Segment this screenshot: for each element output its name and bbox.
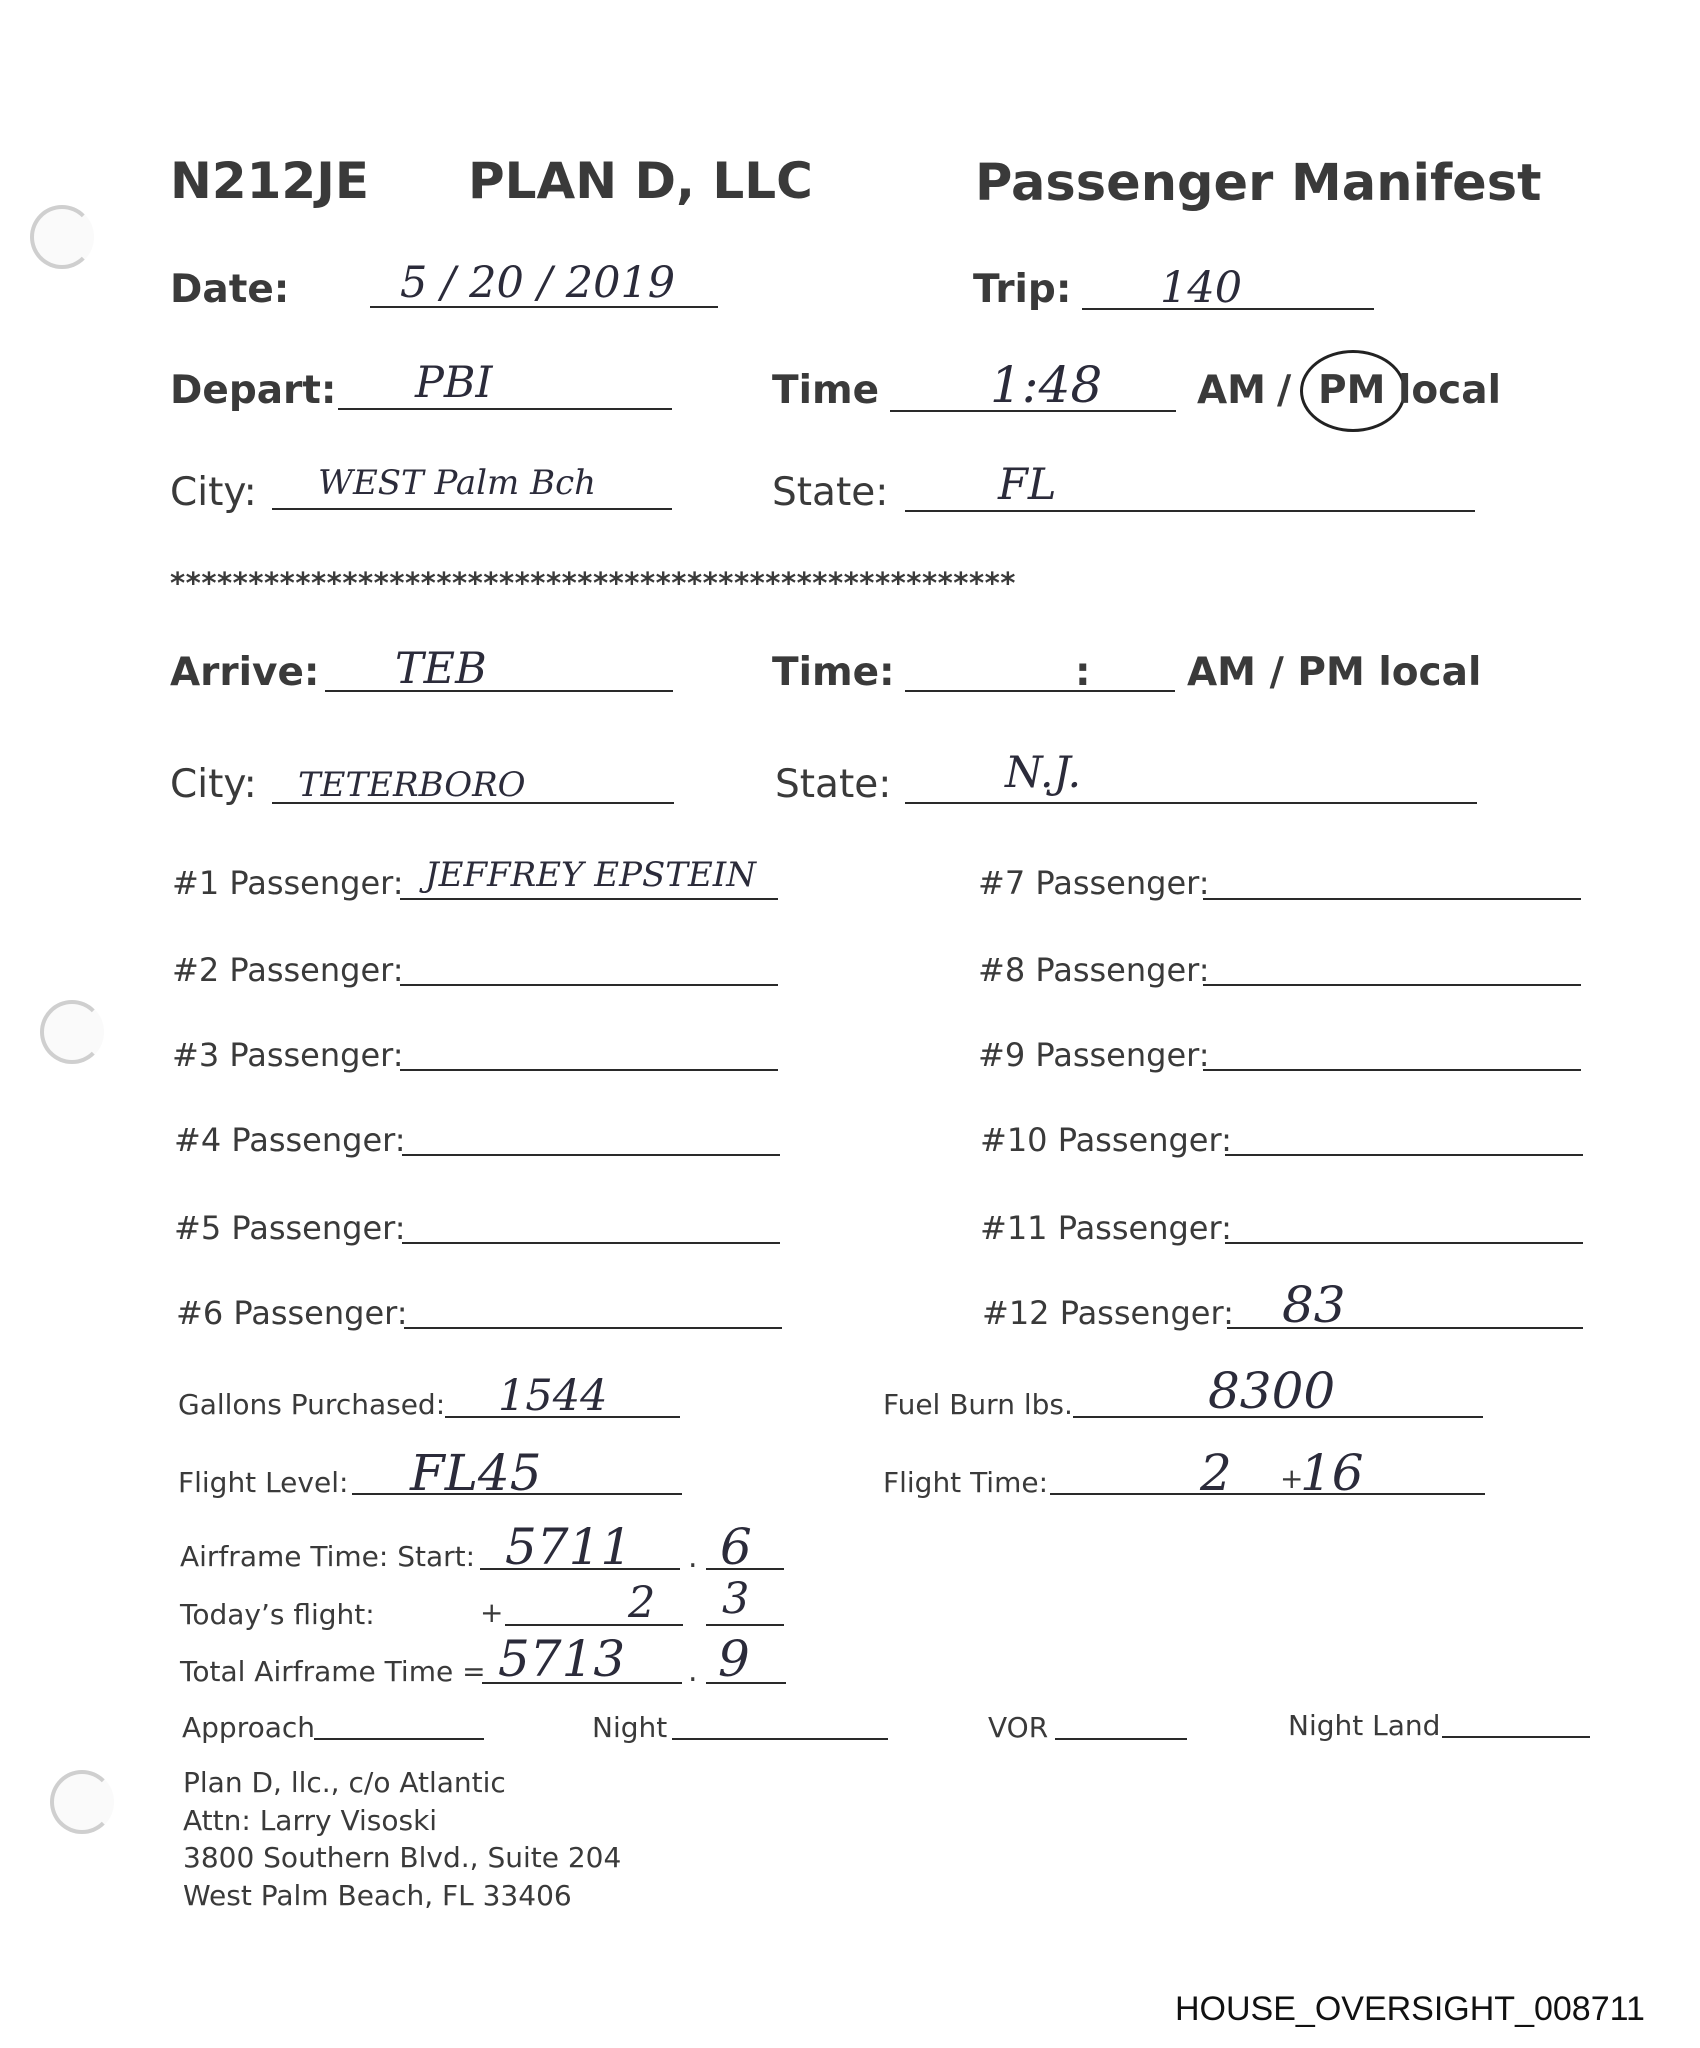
- passenger-1-label: #1 Passenger:: [172, 864, 404, 902]
- passenger-11-line: [1225, 1242, 1583, 1244]
- arrive-value: TEB: [395, 644, 487, 694]
- gallons-purchased-value: 1544: [498, 1371, 608, 1421]
- airframe-start-whole: 5711: [505, 1518, 633, 1576]
- passenger-12-line: [1227, 1327, 1583, 1329]
- pm-label: PM: [1318, 368, 1386, 413]
- gallons-purchased-label: Gallons Purchased:: [178, 1388, 446, 1421]
- passenger-1-line: [400, 898, 778, 900]
- passenger-4-line: [402, 1154, 780, 1156]
- passenger-10-label: #10 Passenger:: [980, 1121, 1232, 1159]
- depart-city-line: [272, 508, 672, 510]
- arrive-state-value: N.J.: [1005, 748, 1082, 798]
- depart-city-label: City:: [170, 470, 257, 515]
- airframe-start-tenth: 6: [720, 1518, 752, 1576]
- arrive-line: [325, 690, 673, 692]
- depart-state-label: State:: [772, 470, 889, 515]
- passenger-11-label: #11 Passenger:: [980, 1209, 1232, 1247]
- arrive-state-label: State:: [775, 762, 892, 807]
- passenger-3-label: #3 Passenger:: [172, 1036, 404, 1074]
- passenger-9-label: #9 Passenger:: [978, 1036, 1210, 1074]
- flight-time-line: [1050, 1493, 1485, 1495]
- passenger-5-label: #5 Passenger:: [174, 1209, 406, 1247]
- passenger-1-value: JEFFREY EPSTEIN: [425, 855, 756, 895]
- todays-flight-plus: +: [480, 1596, 504, 1629]
- depart-state-line: [905, 510, 1475, 512]
- binder-hole-top: [30, 205, 94, 269]
- arrive-time-colon: :: [1075, 650, 1091, 695]
- slash-label: /: [1277, 368, 1292, 413]
- arrive-label: Arrive:: [170, 650, 320, 695]
- time-label: Time: [772, 368, 880, 413]
- time-value: 1:48: [990, 356, 1103, 414]
- trip-value: 140: [1160, 263, 1243, 313]
- address-line-4: West Palm Beach, FL 33406: [183, 1879, 572, 1912]
- fuel-burn-value: 8300: [1208, 1362, 1336, 1420]
- flight-level-label: Flight Level:: [178, 1466, 349, 1499]
- passenger-12-label: #12 Passenger:: [982, 1294, 1234, 1332]
- depart-city-value: WEST Palm Bch: [318, 463, 597, 503]
- vor-line: [1055, 1738, 1187, 1740]
- arrive-state-line: [905, 802, 1477, 804]
- total-airframe-whole: 5713: [498, 1630, 626, 1688]
- airframe-start-dot: .: [688, 1540, 698, 1575]
- passenger-8-line: [1203, 984, 1581, 986]
- todays-flight-label: Today’s flight:: [180, 1598, 375, 1631]
- bates-number: HOUSE_OVERSIGHT_008711: [1175, 1990, 1645, 2028]
- night-land-line: [1442, 1736, 1590, 1738]
- address-line-3: 3800 Southern Blvd., Suite 204: [183, 1841, 622, 1874]
- passenger-6-line: [404, 1327, 782, 1329]
- arrive-city-label: City:: [170, 762, 257, 807]
- arrive-time-line: [905, 690, 1175, 692]
- binder-hole-middle: [40, 1000, 104, 1064]
- asterisk-separator: ******************************************************: [170, 566, 1016, 600]
- approach-line: [314, 1738, 484, 1740]
- local-label: local: [1398, 368, 1501, 413]
- vor-label: VOR: [988, 1711, 1049, 1744]
- total-airframe-tenth: 9: [718, 1630, 750, 1688]
- tail-number: N212JE: [170, 152, 369, 210]
- depart-value: PBI: [415, 358, 493, 408]
- flight-time-plus: +: [1280, 1462, 1304, 1495]
- passenger-7-label: #7 Passenger:: [978, 864, 1210, 902]
- fuel-burn-label: Fuel Burn lbs.: [883, 1388, 1073, 1421]
- address-line-2: Attn: Larry Visoski: [183, 1804, 438, 1837]
- trip-label: Trip:: [973, 267, 1072, 312]
- arrive-time-label: Time:: [772, 650, 895, 695]
- passenger-8-label: #8 Passenger:: [978, 951, 1210, 989]
- night-label: Night: [592, 1711, 668, 1744]
- passenger-10-line: [1225, 1154, 1583, 1156]
- total-airframe-dot: .: [688, 1654, 698, 1689]
- todays-flight-whole-line: [505, 1624, 683, 1626]
- todays-flight-tenth: 3: [722, 1574, 750, 1624]
- company-name: PLAN D, LLC: [468, 152, 813, 210]
- address-line-1: Plan D, llc., c/o Atlantic: [183, 1766, 506, 1799]
- flight-time-label: Flight Time:: [883, 1466, 1049, 1499]
- todays-flight-tenth-line: [706, 1624, 784, 1626]
- binder-hole-bottom: [50, 1770, 114, 1834]
- depart-line: [338, 408, 672, 410]
- arrive-city-value: TETERBORO: [298, 765, 526, 805]
- flight-time-minutes: 16: [1300, 1444, 1364, 1502]
- passenger-2-line: [400, 984, 778, 986]
- todays-flight-whole: 2: [628, 1578, 656, 1628]
- approach-label: Approach: [182, 1711, 316, 1744]
- arrive-ampm-label: AM / PM local: [1187, 650, 1482, 695]
- document-title: Passenger Manifest: [975, 154, 1542, 213]
- depart-label: Depart:: [170, 368, 337, 413]
- date-value: 5 / 20 / 2019: [400, 258, 676, 308]
- night-land-label: Night Land: [1288, 1709, 1441, 1742]
- date-label: Date:: [170, 267, 290, 312]
- flight-level-value: FL45: [410, 1444, 542, 1502]
- flight-time-hours: 2: [1200, 1444, 1232, 1502]
- passenger-6-label: #6 Passenger:: [176, 1294, 408, 1332]
- passenger-5-line: [402, 1242, 780, 1244]
- passenger-12-value: 83: [1282, 1276, 1346, 1334]
- passenger-4-label: #4 Passenger:: [174, 1121, 406, 1159]
- total-airframe-label: Total Airframe Time =: [180, 1655, 486, 1688]
- night-line: [672, 1738, 888, 1740]
- depart-state-value: FL: [998, 460, 1057, 510]
- passenger-2-label: #2 Passenger:: [172, 951, 404, 989]
- passenger-7-line: [1203, 898, 1581, 900]
- passenger-9-line: [1203, 1069, 1581, 1071]
- am-label: AM: [1197, 368, 1266, 413]
- pm-circled-mark: [1300, 350, 1406, 432]
- airframe-start-label: Airframe Time: Start:: [180, 1540, 476, 1573]
- passenger-3-line: [400, 1069, 778, 1071]
